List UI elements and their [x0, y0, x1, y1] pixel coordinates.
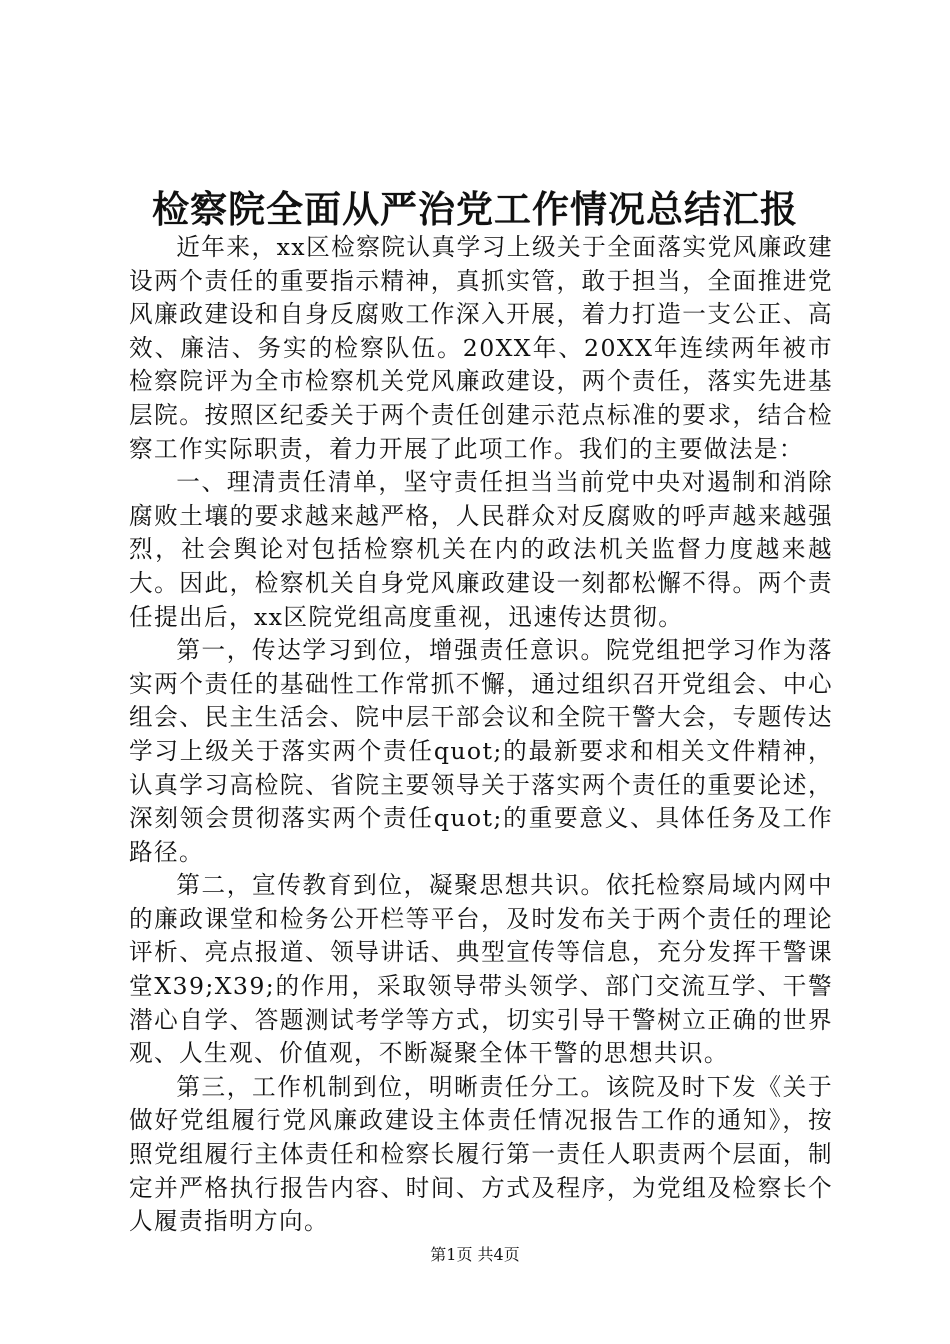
- document-body: [129, 231, 833, 1239]
- document-title: 检察院全面从严治党工作情况总结汇报: [152, 187, 798, 231]
- paragraph-section-one: 一、理清责任清单，坚守责任担当当前党中央对遏制和消除腐败土壤的要求越来越严格，人民群众对反腐败的呼声越来越强烈，社会舆论对包括检察机关在内的政法机关监督力度越来越大。因此，检察机关自身党风廉政建设一刻都松懈不得。两个责任提出后，xx区院党组高度重视，迅速传达贯彻。: [129, 468, 833, 631]
- paragraph-second-point: 第二，宣传教育到位，凝聚思想共识。依托检察局域内网中的廉政课堂和检务公开栏等平台，及时发布关于两个责任的理论评析、亮点报道、领导讲话、典型宣传等信息，充分发挥干警课堂X39;X39;的作用，采取领导带头领学、部门交流互学、干警潜心自学、答题测试考学等方式，切实引导干警树立正确的世界观、人生观、价值观，不断凝聚全体干警的思想共识。: [129, 871, 833, 1068]
- page-footer: 第1页 共4页: [430, 1245, 520, 1264]
- paragraph-intro: 近年来，xx区检察院认真学习上级关于全面落实党风廉政建设两个责任的重要指示精神，真抓实管，敢于担当，全面推进党风廉政建设和自身反腐败工作深入开展，着力打造一支公正、高效、廉洁、务实的检察队伍。20XX年、20XX年连续两年被市检察院评为全市检察机关党风廉政建设，两个责任，落实先进基层院。按照区纪委关于两个责任创建示范点标准的要求，结合检察工作实际职责，着力开展了此项工作。我们的主要做法是：: [129, 233, 833, 463]
- paragraph-first-point: 第一，传达学习到位，增强责任意识。院党组把学习作为落实两个责任的基础性工作常抓不懈，通过组织召开党组会、中心组会、民主生活会、院中层干部会议和全院干警大会，专题传达学习上级关于落实两个责任quot;的最新要求和相关文件精神，认真学习高检院、省院主要领导关于落实两个责任的重要论述，深刻领会贯彻落实两个责任quot;的重要意义、具体任务及工作路径。: [129, 636, 833, 866]
- paragraph-third-point: 第三，工作机制到位，明晰责任分工。该院及时下发《关于做好党组履行党风廉政建设主体责任情况报告工作的通知》，按照党组履行主体责任和检察长履行第一责任人职责两个层面，制定并严格执行报告内容、时间、方式及程序，为党组及检察长个人履责指明方向。: [129, 1072, 833, 1236]
